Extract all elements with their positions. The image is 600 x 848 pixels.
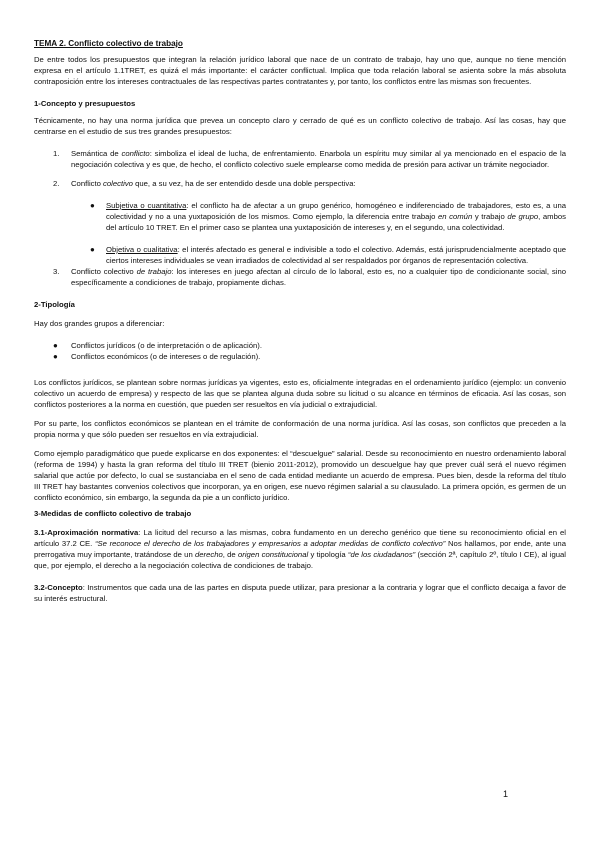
bullet-icon: ●: [90, 245, 95, 254]
section-2-heading: 2-Tipología: [34, 300, 75, 309]
list-item-colectivo: 2. Conflicto colectivo que, a su vez, ha de ser entendido desde una doble perspectiva:: [53, 179, 356, 188]
document-title: TEMA 2. Conflicto colectivo de trabajo: [34, 39, 183, 48]
bullet-economicos: ● Conflictos económicos (o de intereses o de regulación).: [53, 352, 261, 361]
section-2-intro: Hay dos grandes grupos a diferenciar:: [34, 319, 165, 328]
list-item-semantica: 1. Semántica de conflicto: simboliza el ideal de lucha, de enfrentamiento. Enarbola un espíritu muy similar al ya mencionado en el espacio de la negociación colectiva y es que, de hecho, el conflicto colectivo suele emplearse como medida de presión para activar un trámite negociador.: [53, 149, 566, 169]
list-number: 2.: [53, 179, 60, 188]
bullet-icon: ●: [90, 201, 95, 210]
section-3-heading: 3-Medidas de conflicto colectivo de trabajo: [34, 509, 192, 518]
list-item-trabajo: 3. Conflicto colectivo de trabajo: los intereses en juego afectan al círculo de lo laboral, esto es, no a cualquier tipo de condicionante social, sino específicamente a condiciones de trabajo, propiamente dichas.: [53, 267, 566, 287]
bullet-objetiva: ● Objetiva o cualitativa: el interés afectado es general e indivisible a todo el colectivo. Además, está jurisprudencialmente aceptado que ciertos intereses individuales se vean irradiados de colectividad al ser respaldados por órganos de representación colectiva.: [90, 245, 567, 265]
document-page: [34, 38, 566, 604]
section-1-intro: Técnicamente, no hay una norma jurídica que prevea un concepto claro y cerrado de qué es un conflicto colectivo de trabajo. Así las cosas, hay que centrarse en el estudio de sus tres grandes presupuestos:: [34, 116, 566, 136]
paragraph-aproximacion: 3.1-Aproximación normativa: La licitud del recurso a las mismas, cobra fundamento en un derecho genérico que tiene su reconocimiento oficial en el artículo 37.2 CE. “Se reconoce el derecho de los trabajadores y empresarios a adoptar medidas de conflicto colectivo” Nos hallamos, por ende, ante una prerrogativa muy importante, tratándose de un derecho, de origen constitucional y tipología “de los ciudadanos” (sección 2ª, capítulo 2º, título I CE), al igual que, por ejemplo, el derecho a la negociación colectiva de condiciones de trabajo.: [34, 528, 566, 570]
intro-paragraph: De entre todos los presupuestos que integran la relación jurídico laboral que nace de un contrato de trabajo, hay uno que, aunque no tiene mención expresa en el artículo 1.1TRET, es quizá el más importante: el carácter conflictual. Implica que toda relación laboral se asienta sobre la más absoluta contraposición entre los intereses contractuales de las respectivas partes contratantes y, por tanto, los conflictos entre las mismas son frecuentes.: [34, 55, 566, 86]
paragraph-descuelgue: Como ejemplo paradigmático que puede explicarse en dos exponentes: el “descuelgue” salarial. Desde su reconocimiento en nuestro ordenamiento laboral (reforma de 1994) y hasta la gran reforma del título III TRET (bienio 2011-2012), promovido un descuelgue hay que prever cuál será el nuevo régimen salarial que actúe por defecto, lo cual se sustanciaba en el seno de cada entidad mediante un acuerdo de empresa. Pues bien, desde la reforma del título III TRET hay bastantes convenios colectivos que incorporan, ya en origen, ese nuevo régimen salarial a su clausulado. La primera opción, es germen de un conflicto económico, sin embargo, la segunda da pie a un conflicto jurídico.: [34, 449, 566, 502]
bullet-icon: ●: [53, 352, 58, 361]
page-number: 1: [503, 789, 509, 799]
bullet-juridicos: ● Conflictos jurídicos (o de interpretación o de aplicación).: [53, 341, 263, 350]
section-1-heading: 1-Concepto y presupuestos: [34, 99, 136, 108]
paragraph-juridicos: Los conflictos jurídicos, se plantean sobre normas jurídicas ya vigentes, esto es, oficialmente integradas en el ordenamiento jurídico (ejemplo: un convenio colectivo un acuerdo de empresa) y respecto de las que se plantea alguna duda sobre su licitud o su alcance en términos de eficacia. Así las cosas, son conflictos posteriores a la norma en cuestión, que pueden ser resueltos en vía judicial o extrajudicial.: [34, 378, 566, 409]
list-number: 3.: [53, 267, 60, 276]
list-number: 1.: [53, 149, 60, 158]
bullet-icon: ●: [53, 341, 58, 350]
bullet-subjetiva: ● Subjetiva o cuantitativa: el conflicto ha de afectar a un grupo genérico, homogéneo e indiferenciado de trabajadores, esto es, a una colectividad y no a una yuxtaposición de los mismos. Como ejemplo, la diferencia entre trabajo en común y trabajo de grupo, ambos del artículo 10 TRET. En el primer caso se plantea una yuxtaposición de intereses y, en el segundo, una colectividad.: [90, 201, 566, 232]
paragraph-economicos: Por su parte, los conflictos económicos se plantean en el trámite de conformación de una norma jurídica. Así las cosas, son conflictos que preceden a la propia norma y que sólo pueden ser resueltos en vía extrajudicial.: [34, 419, 566, 439]
paragraph-concepto: 3.2-Concepto: Instrumentos que cada una de las partes en disputa puede utilizar, para presionar a la contraria y lograr que el conflicto decaiga a favor de su interés estructural.: [34, 583, 566, 603]
